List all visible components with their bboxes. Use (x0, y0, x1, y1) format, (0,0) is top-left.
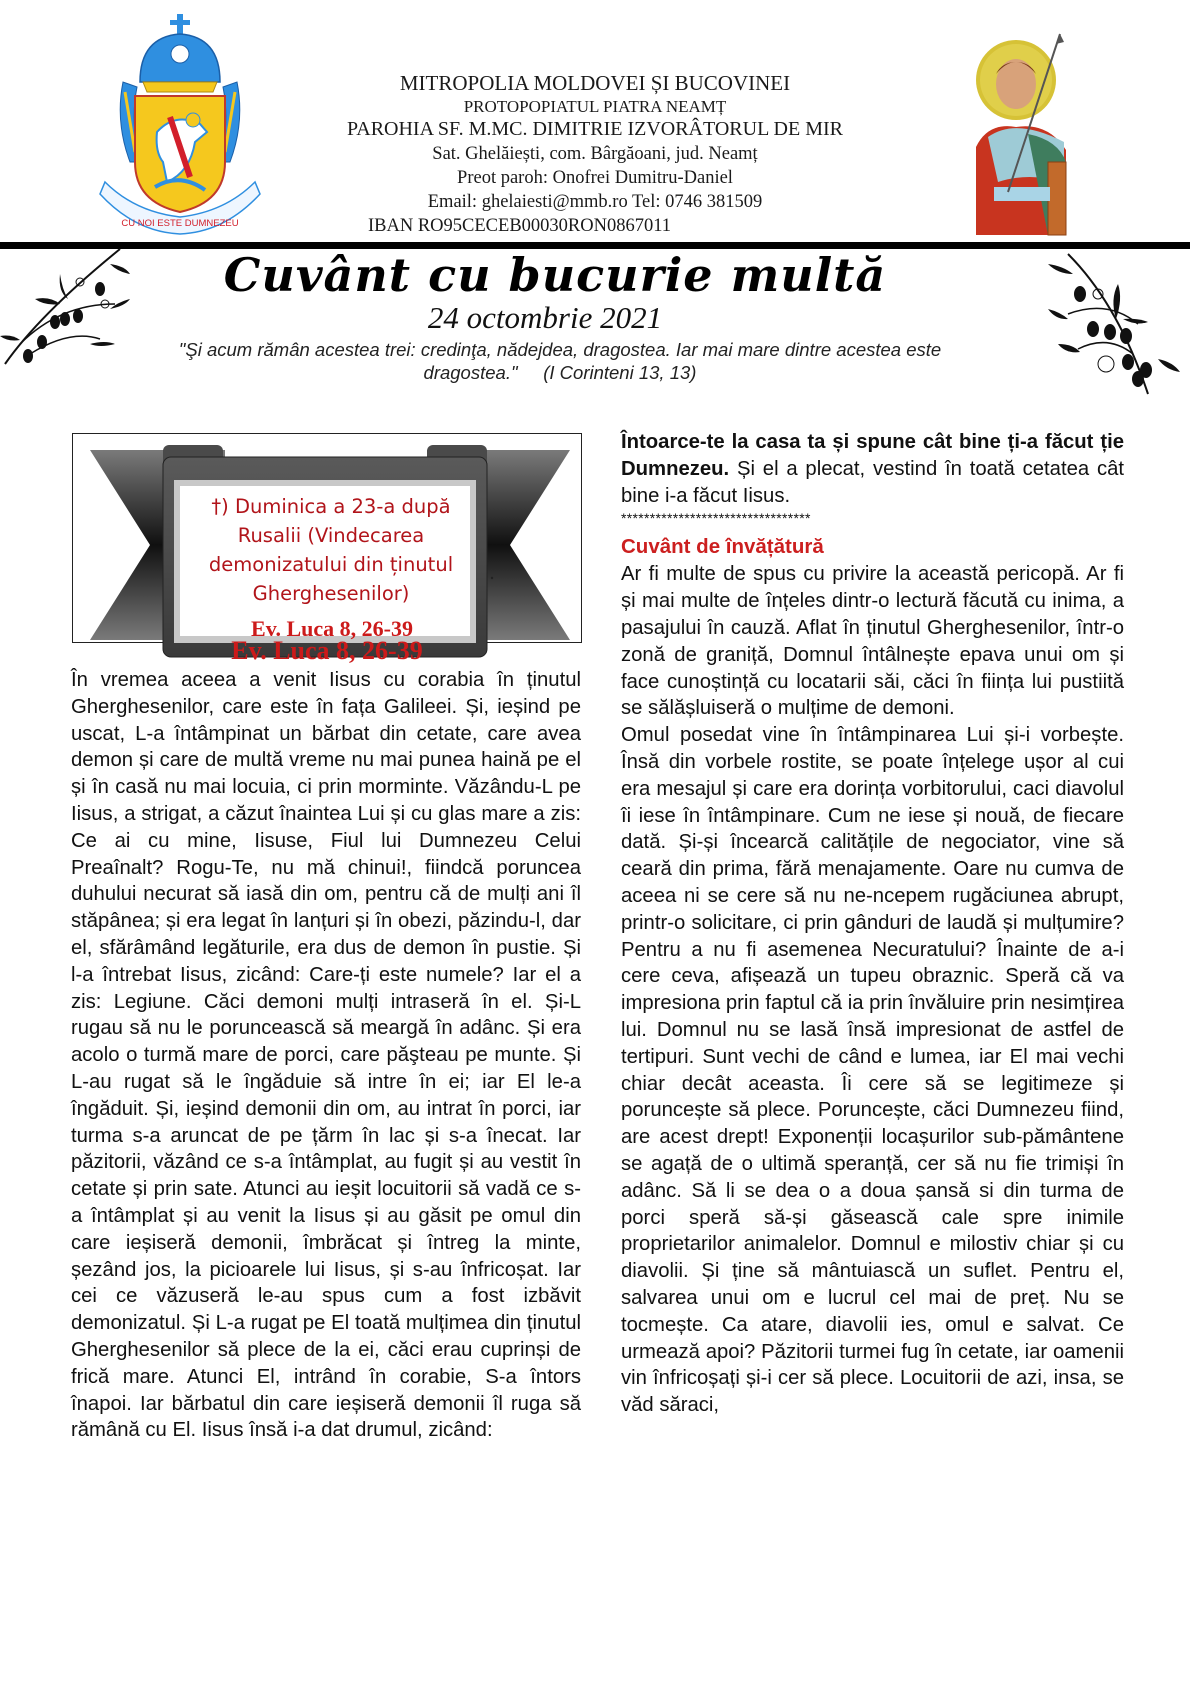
gospel-text-column (71, 667, 581, 1444)
parish-priest: Preot paroh: Onofrei Dumitru-Daniel (457, 168, 733, 188)
gospel-continuation (621, 429, 1124, 509)
bulletin-date: 24 octombrie 2021 (427, 300, 663, 335)
sermon-title: Cuvânt de învățătură (621, 535, 824, 559)
gospel-continuation-bold: Întoarce-te la casa ta și spune cât bine ți-a făcut ție Dumnezeu. (621, 431, 1124, 480)
banner-hidden-line: Ev. Luca 8, 26-39 (251, 616, 413, 641)
parish-iban: IBAN RO95CECEB00030RON0867011 (368, 216, 672, 236)
sermon-paragraph-2: Omul posedat vine în întâmpinarea Lui și-i vorbește. Însă din vorbele rostite, se poate înțelege ușor al cui era mesajul și care era dorința vorbitorului, caci diavolul îi iese în întâmpinare. Cum ne iese și nouă, de fiecare dată. Și-și încearcă calitățile de negociator, vine să ceară din prima, fără menajamente. Oare nu cumva de aceea ni se cere să nu ne-ncepem rugăciunea abrupt, printr-o solicitare, ci prin gânduri de laudă și mulțumire? Pentru a nu fi asemenea Necuratului? Înainte de a-i cere ceva, afișează un tupeu obraznic. Speră că va impresiona prin faptul că ia prin învăluire prin nesimțirea lui. Domnul nu se lasă însă impresionat de astfel de tertipuri. Sunt vechi de când e lumea, iar El mai vechi chiar decât aceasta. Îi cere să se legitimeze și poruncește să plece. Poruncește, căci Dumnezeu fiind, are acest drept! Exponenții locașurilor sub-pământene se agață de o ultimă speranță, cer să nu fie trimiși în adânc. Să li se dea o a doua șansă si din turma de porci speră să-și găsească cale spre inimile proprietarilor animalelor. Domnul e milostiv chiar și cu diavolii. Și ține să mântuiască un suflet. Pentru el, salvarea unui om e lucrul cel mai de preț. Nu se tocmește. Ca atare, diavolii ies, omul e salvat. Ce urmează apoi? Păzitorii turmei fug în cetate, iar oamenii vin înfricoșați și-i cer să plece. Locuitorii de azi, insa, se văd săraci, (621, 724, 1124, 1417)
sermon-paragraph-1: Ar fi multe de spus cu privire la această pericopă. Ar fi și mai multe de înțeles dintr-o lectură făcută cu inima, a pasajului în cauză. Aflat în ținutul Gherghesenilor, într-o zonă de graniță, Domnul întâlnește epava unui om și face cunoștință cu locatarii săi, căci în ființa lui pustiită se sălășluiseră o mulțime de demoni. (621, 563, 1124, 720)
parish-header (300, 70, 890, 238)
protopopiat-name: PROTOPOPIATUL PIATRA NEAMȚ (463, 97, 727, 116)
metropolis-coat-of-arms-icon (95, 12, 265, 240)
sermon-column (621, 429, 1124, 1419)
bible-quote-reference: (I Corinteni 13, 13) (543, 362, 697, 383)
gospel-reference: Ev. Luca 8, 26-39 (231, 636, 423, 665)
bible-quote (120, 338, 1000, 384)
parish-address: Sat. Ghelăiești, com. Bârgăoani, jud. Neamț (432, 144, 758, 164)
bible-quote-text: "Şi acum rămân acestea trei: credinţa, nădejdea, dragostea. Iar mai mare dintre acestea este dragostea." (178, 339, 942, 383)
section-separator: ********************************* (621, 510, 811, 527)
crest-motto: CU NOI ESTE DUMNEZEU (121, 218, 239, 229)
parish-contact: Email: ghelaiesti@mmb.ro Tel: 0746 381509 (427, 192, 763, 212)
metropolis-name: MITROPOLIA MOLDOVEI ȘI BUCOVINEI (399, 71, 791, 95)
saint-dimitrie-icon (968, 22, 1088, 235)
parish-name: PAROHIA SF. M.MC. DIMITRIE IZVORÂTORUL DE MIR (346, 118, 844, 140)
bulletin-title: Cuvânt cu bucurie multă (223, 248, 887, 302)
gospel-text: În vremea aceea a venit Iisus cu corabia în ținutul Gherghesenilor, care este în fața Galileei. Și, ieșind pe uscat, L-a întâmpinat un bărbat din cetate, care avea demon și care de multă vreme nu mai punea haină pe el și în casă nu mai locuia, ci prin morminte. Văzându-L pe Iisus, a strigat, a căzut înaintea Lui și cu glas mare a zis: Ce ai cu mine, Iisuse, Fiul lui Dumnezeu Celui Preaînalt? Rogu-Te, nu mă chinui!, fiindcă poruncea duhului necurat să iasă din om, pentru că de mulți ani îl stăpânea; și era legat în lanțuri și în obezi, păzindu-l, dar el, sfărâmând legăturile, era dus de demon în pustie. Și l-a întrebat Iisus, zicând: Care-ți este numele? Iar el a zis: Legiune. Căci demoni mulți intraseră în el. Și-L rugau să nu le poruncească să meargă în adânc. Și era acolo o turmă mare de porci, care păşteau pe munte. Și L-au rugat să le îngăduie să intre în ei; iar El le-a îngăduit. Și, ieșind demonii din om, au intrat în porci, iar turma s-a aruncat de pe țărm în lac și s-a înecat. Iar păzitorii, văzând ce s-a întâmplat, au fugit și au vestit în cetate și prin sate. Atunci au ieșit locuitorii să vadă ce s-a întâmplat și au venit la Iisus și au găsit pe omul din care ieșiseră demonii, îmbrăcat și întreg la minte, șezând jos, la picioarele lui Iisus, și s-au înfricoșat. Iar cei ce văzuseră le-au spus cum a fost izbăvit demonizatul. Și L-a rugat pe El toată mulțimea din ținutul Gherghesenilor să plece de la ei, căci erau cuprinși de frică mare. Atunci El, intrând în corabie, S-a întors înapoi. Iar bărbatul din care ieșiseră demonii îl ruga să rămână cu El. Iisus însă i-a dat drumul, zicând: (71, 669, 581, 1442)
gospel-continuation-rest: Și el a plecat, vestind în toată cetatea cât bine i-a făcut Iisus. (621, 457, 1124, 507)
sunday-name: †) Duminica a 23-a după Rusalii (Vindecarea demonizatului din ținutul Gherghesenilor) (208, 495, 454, 605)
